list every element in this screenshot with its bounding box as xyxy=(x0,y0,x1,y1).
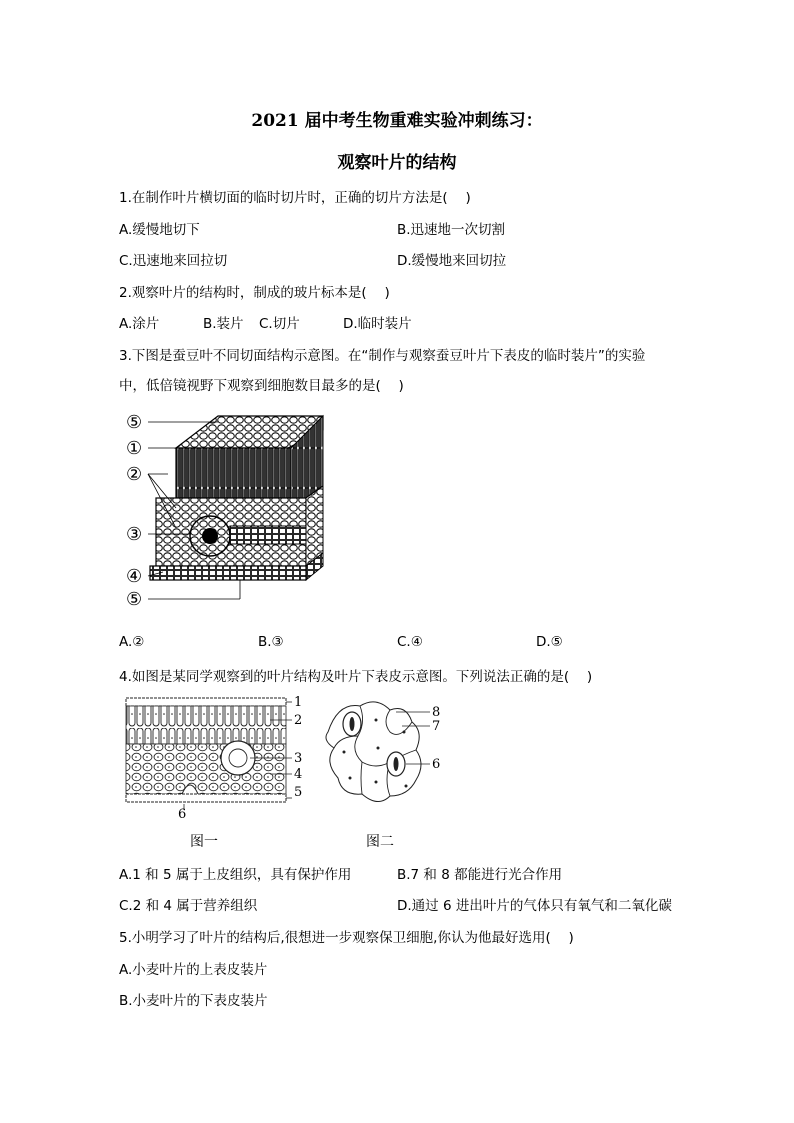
figure-2-label-6: 6 xyxy=(432,757,441,772)
page-subtitle: 观察叶片的结构 xyxy=(337,153,457,173)
question-4-option-b: B.7 和 8 都能进行光合作用 xyxy=(397,867,563,883)
figure-2-label-8: 8 xyxy=(432,705,441,720)
figure-label-1: ① xyxy=(126,438,143,459)
question-1-option-a: A.缓慢地切下 xyxy=(119,222,200,238)
question-5-option-a: A.小麦叶片的上表皮装片 xyxy=(119,962,268,978)
figure-label-5-top: ⑤ xyxy=(126,412,143,433)
figure-1-label-6: 6 xyxy=(178,807,187,822)
lower-epidermis-figure-2 xyxy=(320,692,460,852)
figure-1-caption: 图一 xyxy=(190,834,218,850)
question-3-option-c: C.④ xyxy=(397,634,423,650)
question-2-stem: 2.观察叶片的结构时，制成的玻片标本是( ) xyxy=(119,285,390,301)
question-4-option-d: D.通过 6 进出叶片的气体只有氧气和二氧化碳 xyxy=(397,898,672,914)
figure-1-label-3: 3 xyxy=(294,751,303,766)
question-3-option-a: A.② xyxy=(119,634,145,650)
figure-label-5-bottom: ⑤ xyxy=(126,589,143,610)
leaf-structure-figure-1 xyxy=(120,692,315,852)
figure-1-label-2: 2 xyxy=(294,713,303,728)
figure-label-2: ② xyxy=(126,464,143,485)
question-5-stem: 5.小明学习了叶片的结构后,很想进一步观察保卫细胞,你认为他最好选用( ) xyxy=(119,930,574,946)
figure-2-label-7: 7 xyxy=(432,719,441,734)
question-3-stem-line1: 3.下图是蚕豆叶不同切面结构示意图。在“制作与观察蚕豆叶片下表皮的临时装片”的实验 xyxy=(119,348,646,364)
question-2-option-b: B.装片 xyxy=(203,316,244,332)
figure-1-label-1: 1 xyxy=(294,695,303,710)
question-3-stem-line2: 中，低倍镜视野下观察到细胞数目最多的是( ) xyxy=(119,378,404,394)
figure-2-caption: 图二 xyxy=(366,834,394,850)
question-4-option-a: A.1 和 5 属于上皮组织，具有保护作用 xyxy=(119,867,352,883)
question-1-option-b: B.迅速地一次切割 xyxy=(397,222,506,238)
figure-label-3: ③ xyxy=(126,524,143,545)
question-1-stem: 1.在制作叶片横切面的临时切片时，正确的切片方法是( ) xyxy=(119,190,471,206)
question-5-option-b: B.小麦叶片的下表皮装片 xyxy=(119,993,268,1009)
figure-label-4: ④ xyxy=(126,566,143,587)
question-3-option-b: B.③ xyxy=(258,634,284,650)
question-4-option-c: C.2 和 4 属于营养组织 xyxy=(119,898,258,914)
question-2-option-c: C.切片 xyxy=(259,316,300,332)
page-title: 2021 届中考生物重难实验冲刺练习： xyxy=(251,111,543,131)
question-3-option-d: D.⑤ xyxy=(536,634,563,650)
question-4-stem: 4.如图是某同学观察到的叶片结构及叶片下表皮示意图。下列说法正确的是( ) xyxy=(119,669,593,685)
question-2-option-d: D.临时装片 xyxy=(343,316,412,332)
question-1-option-d: D.缓慢地来回切拉 xyxy=(397,253,507,269)
figure-1-label-4: 4 xyxy=(294,767,303,782)
leaf-cross-section-figure xyxy=(118,408,333,620)
question-1-option-c: C.迅速地来回拉切 xyxy=(119,253,228,269)
figure-1-label-5: 5 xyxy=(294,785,303,800)
question-2-option-a: A.涂片 xyxy=(119,316,160,332)
